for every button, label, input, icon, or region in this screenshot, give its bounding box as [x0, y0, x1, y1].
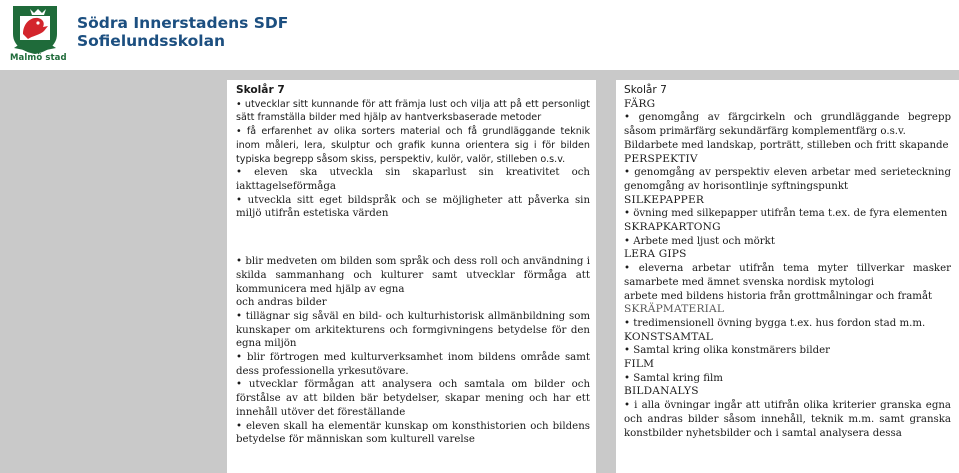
right-list-item: • tredimensionell övning bygga t.ex. hus fordon stad m.m.	[624, 317, 951, 331]
section-heading: PERSPEKTIV	[624, 152, 698, 165]
section-heading: FILM	[624, 358, 655, 371]
left-list-item: • utvecklar förmågan att analysera och samtala om bilder och förstålse av att bilden bär betydelser, skapar mening och har ett innehåll utöver det föreställande	[236, 378, 590, 419]
section-heading: KONSTSAMTAL	[624, 330, 714, 343]
logo-caption: Malmö stad	[10, 53, 67, 63]
right-content	[616, 80, 959, 440]
left-list-item: • få erfarenhet av olika sorters material och få grundläggande teknik inom måleri, lera, skulptur och grafik kunna orientera sig i för bilden typiska begrepp såsom skiss, perspektiv, kulör, valör, stilleben o.s.v.	[236, 125, 590, 166]
left-list-item: och andras bilder	[236, 297, 327, 309]
left-list-item: • utveckla sitt eget bildspråk och se möjligheter att påverka sin miljö utifrån estetiska värden	[236, 194, 590, 221]
left-list-item: • tillägnar sig såväl en bild- och kulturhistorisk allmänbildning som kunskaper om arkitekturens och formgivningens betydelse för den egna miljön	[236, 310, 590, 351]
left-list-item: • utvecklar sitt kunnande för att främja lust och vilja att på ett personligt sätt framställa bilder med hjälp av hantverksbaserade metoder	[236, 98, 590, 125]
right-list-item: Bildarbete med landskap, porträtt, stilleben och fritt skapande	[624, 139, 949, 151]
page-header	[0, 0, 959, 70]
right-list-item: • övning med silkepapper utifrån tema t.ex. de fyra elementen	[624, 207, 951, 221]
right-list-item: • Samtal kring olika konstmärers bilder	[624, 344, 951, 358]
school-title-line1: Södra Innerstadens SDF	[77, 14, 289, 32]
left-content	[227, 80, 596, 447]
left-list-item: • eleven skall ha elementär kunskap om konsthistorien och bildens betydelse för människan som kulturell varelse	[236, 420, 590, 447]
school-title-line2: Sofielundsskolan	[77, 32, 226, 50]
section-heading: SKRÄPMATERIAL	[624, 303, 725, 316]
school-title	[77, 14, 288, 50]
left-column	[227, 80, 596, 473]
right-title: Skolår 7	[624, 84, 667, 96]
right-column	[616, 80, 959, 473]
section-heading: SKRAPKARTONG	[624, 221, 721, 234]
right-list-item: • genomgång av perspektiv eleven arbetar med serieteckning genomgång av horisontlinje syftningspunkt	[624, 166, 951, 193]
left-list-item: • blir medveten om bilden som språk och dess roll och användning i skilda sammanhang och kulturer samt utvecklar förmåga att kommunicera med hjälp av egna	[236, 255, 590, 296]
right-list-item: • Samtal kring film	[624, 372, 951, 386]
left-list-item: • eleven ska utveckla sin skaparlust sin kreativitet och iakttagelseförmåga	[236, 166, 590, 193]
section-heading: FÄRG	[624, 97, 656, 110]
left-list-item	[236, 231, 590, 245]
section-heading: BILDANALYS	[624, 385, 699, 398]
right-list-item: • eleverna arbetar utifrån tema myter tillverkar masker samarbete med ämnet svenska nordisk mytologi	[624, 262, 951, 289]
section-heading: LERA GIPS	[624, 248, 687, 261]
right-list-item: • Arbete med ljust och mörkt	[624, 235, 951, 249]
right-list-item: arbete med bildens historia från grottmålningar och framåt	[624, 290, 933, 302]
section-heading: SILKEPAPPER	[624, 193, 705, 206]
right-list-item: • i alla övningar ingår att utifrån olika kriterier granska egna och andras bilder såsom innehåll, teknik m.m. samt granska konstbilder nyhetsbilder och i samtal analysera dessa	[624, 399, 951, 440]
right-list-item: • genomgång av färgcirkeln och grundläggande begrepp såsom primärfärg sekundärfärg komplementfärg o.s.v.	[624, 111, 951, 138]
left-list-item: • blir förtrogen med kulturverksamhet inom bildens område samt dess professionella yrkesutövare.	[236, 351, 590, 378]
left-title: Skolår 7	[236, 84, 285, 96]
